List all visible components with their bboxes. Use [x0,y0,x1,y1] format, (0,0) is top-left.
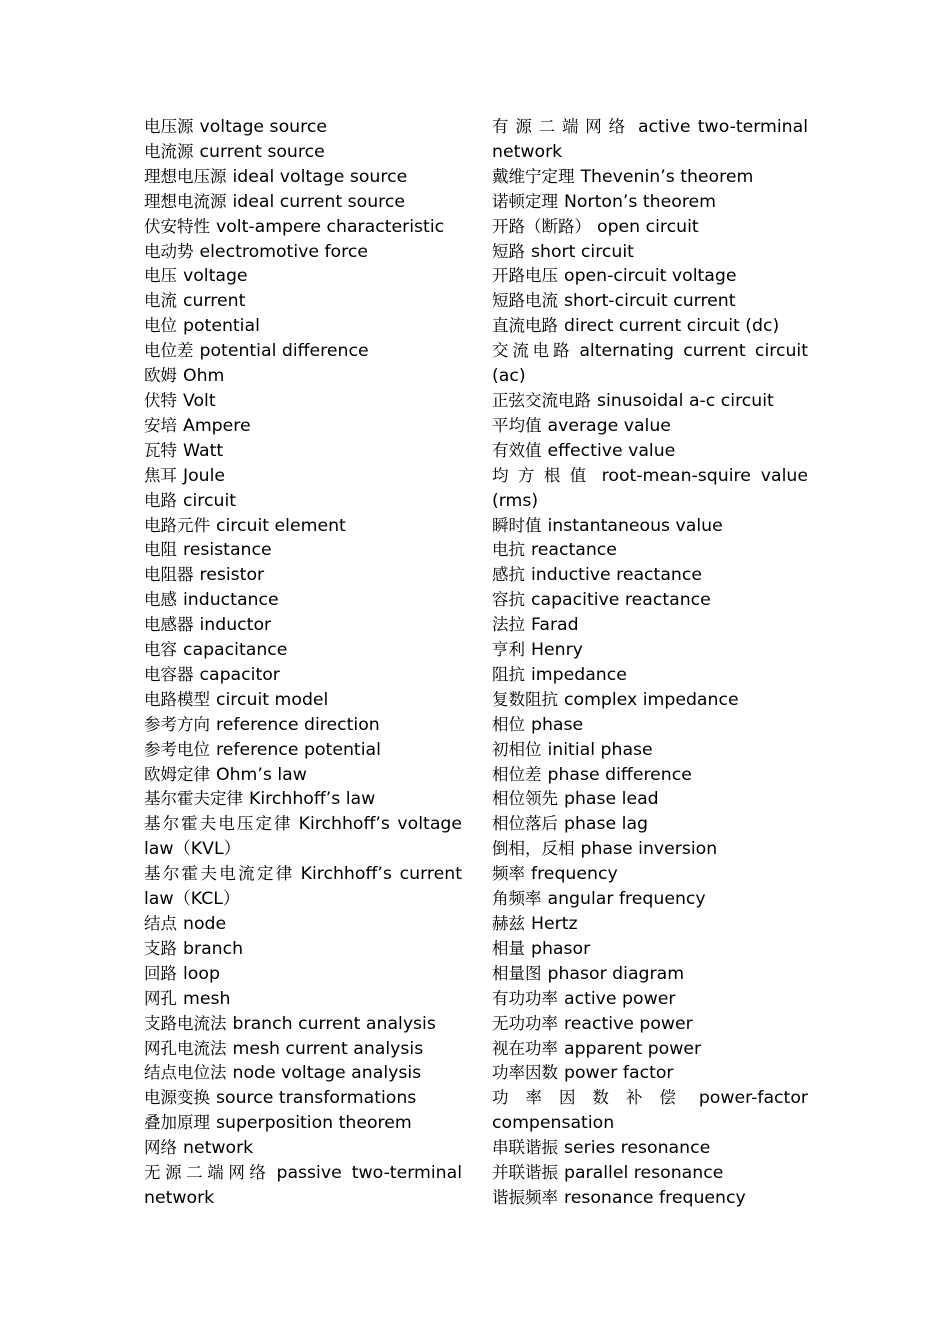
term-english: power-factor compensation [492,1088,808,1134]
term-english: volt-ampere characteristic [216,216,445,237]
glossary-entry [492,962,808,987]
term-chinese: 参考方向 [144,714,210,734]
term-english: inductive reactance [531,565,703,586]
glossary-entry [492,165,808,190]
glossary-entry [144,588,462,613]
term-chinese: 频率 [492,864,525,884]
glossary-entry [144,812,462,862]
term-chinese: 视在功率 [492,1038,558,1058]
term-english: Hertz [531,914,578,934]
glossary-entry [492,264,808,289]
term-english: Thevenin’s theorem [580,166,754,187]
term-chinese: 相位领先 [492,789,558,809]
glossary-entry [492,588,808,613]
term-chinese: 网孔电流法 [144,1038,227,1058]
glossary-entry [144,389,462,414]
term-english: effective value [547,440,676,461]
glossary-left-column [144,115,462,1211]
glossary-entry [492,339,808,389]
term-chinese: 法拉 [492,615,525,635]
term-english: active power [564,988,676,1009]
term-english: ideal current source [232,191,406,212]
term-chinese: 开路（断路） [492,216,591,236]
glossary-entry [144,1037,462,1062]
term-chinese: 短路 [492,241,525,261]
term-english: reference direction [216,714,380,735]
term-english: inductor [199,615,272,636]
glossary-entry [492,738,808,763]
term-english: instantaneous value [547,515,723,536]
glossary-entry [492,613,808,638]
glossary-entry [492,1037,808,1062]
glossary-entry [144,339,462,364]
term-english: current [183,291,246,312]
term-chinese: 叠加原理 [144,1113,210,1133]
glossary-entry [144,464,462,489]
glossary-entry [144,912,462,937]
glossary-entry [144,613,462,638]
term-english: phasor diagram [547,963,685,984]
glossary-entry [492,1061,808,1086]
term-chinese: 并联谐振 [492,1163,558,1183]
term-english: phase difference [547,764,692,785]
term-chinese: 亨利 [492,640,525,660]
glossary-entry [144,115,462,140]
term-chinese: 诺顿定理 [492,191,558,211]
term-chinese: 瓦特 [144,440,177,460]
glossary-entry [492,314,808,339]
glossary-entry [492,713,808,738]
term-chinese: 回路 [144,963,177,983]
glossary-entry [144,489,462,514]
term-english: ideal voltage source [232,166,408,187]
term-chinese: 电位差 [144,341,194,361]
term-english: Kirchhoff’s current law（KCL） [144,864,463,910]
term-chinese: 理想电压源 [144,166,227,186]
glossary-entry [492,190,808,215]
term-chinese: 开路电压 [492,266,558,286]
term-chinese: 电抗 [492,540,525,560]
glossary-entry [492,763,808,788]
term-chinese: 参考电位 [144,739,210,759]
term-english: resistance [183,540,272,561]
term-chinese: 相量图 [492,963,542,983]
term-chinese: 阻抗 [492,664,525,684]
glossary-entry [144,862,462,912]
term-english: network [183,1138,254,1159]
term-chinese: 短路电流 [492,291,558,311]
glossary-entry [492,1086,808,1136]
term-chinese: 平均值 [492,415,542,435]
term-english: capacitance [183,640,288,661]
glossary-entry [144,738,462,763]
term-chinese: 赫兹 [492,914,525,933]
glossary-entry [144,264,462,289]
glossary-entry [144,1012,462,1037]
term-english: Ohm’s law [216,764,307,785]
glossary-entry [144,1136,462,1161]
term-english: reference potential [216,739,381,760]
term-chinese: 电感器 [144,615,194,635]
term-english: voltage source [199,117,327,137]
term-chinese: 相量 [492,938,525,958]
glossary-entry [144,638,462,663]
term-chinese: 网孔 [144,988,177,1008]
term-chinese: 焦耳 [144,465,177,485]
term-english: phase lead [564,789,659,810]
glossary-entry [492,663,808,688]
glossary-entry [144,962,462,987]
term-english: alternating current circuit (ac) [492,341,808,387]
glossary-entry [144,538,462,563]
glossary-entry [492,1161,808,1186]
term-chinese: 支路 [144,938,177,958]
term-english: short circuit [531,241,634,262]
term-english: resonance frequency [564,1187,746,1208]
glossary-entry [144,190,462,215]
glossary-entry [144,663,462,688]
term-english: inductance [183,590,279,611]
term-english: Watt [183,440,224,461]
term-chinese: 电路模型 [144,689,210,709]
term-english: active two-terminal network [492,117,809,162]
term-english: Henry [531,640,583,661]
term-chinese: 网络 [144,1138,177,1158]
term-english: circuit [183,490,237,511]
term-chinese: 相位落后 [492,814,558,834]
glossary-entry [144,937,462,962]
term-english: mesh [183,988,231,1009]
glossary-entry [492,414,808,439]
glossary-entry [492,987,808,1012]
term-chinese: 电路 [144,490,177,510]
term-english: phase inversion [580,839,718,860]
glossary-entry [492,563,808,588]
glossary-entry [492,688,808,713]
term-chinese: 初相位 [492,739,542,759]
glossary-entry [144,987,462,1012]
term-english: electromotive force [199,241,368,262]
glossary-entry [492,787,808,812]
term-english: angular frequency [547,889,706,910]
glossary-entry [492,887,808,912]
term-english: parallel resonance [564,1163,724,1184]
term-english: source transformations [216,1088,417,1109]
glossary-entry [144,439,462,464]
term-english: node [183,914,227,934]
term-english: current source [199,141,325,162]
term-english: reactive power [564,1013,693,1034]
glossary-entry [144,364,462,389]
term-chinese: 电阻器 [144,565,194,585]
term-chinese: 有效值 [492,440,542,460]
term-english: frequency [531,864,618,885]
term-chinese: 电路元件 [144,515,210,535]
glossary-entry [492,1136,808,1161]
term-english: sinusoidal a-c circuit [597,390,774,411]
glossary-entry [492,240,808,265]
term-english: short-circuit current [564,291,736,312]
term-chinese: 电动势 [144,241,194,261]
term-english: Joule [183,465,226,486]
term-english: Kirchhoff’s voltage law（KVL） [144,814,463,860]
glossary-entry [492,289,808,314]
term-chinese: 伏安特性 [144,216,210,236]
glossary-entry [144,165,462,190]
term-english: capacitor [199,664,280,685]
glossary-entry [144,1086,462,1111]
term-english: Farad [531,615,579,636]
glossary-entry [492,862,808,887]
glossary-entry [144,314,462,339]
term-english: passive two-terminal network [144,1163,462,1208]
glossary-entry [144,289,462,314]
glossary-entry [492,439,808,464]
glossary-entry [144,514,462,539]
term-chinese: 相位 [492,714,525,734]
term-chinese: 基尔霍夫电压定律 [144,814,293,834]
term-english: Kirchhoff’s law [249,789,376,810]
term-chinese: 均方根值 [492,465,596,485]
term-chinese: 结点 [144,914,177,933]
glossary-entry [144,688,462,713]
term-english: resistor [199,565,265,586]
term-english: voltage [183,266,248,287]
term-chinese: 电流源 [144,141,194,161]
term-chinese: 伏特 [144,390,177,410]
glossary-entry [492,464,808,514]
term-english: branch current analysis [232,1013,436,1034]
term-english: direct current circuit (dc) [564,316,780,337]
term-chinese: 电流 [144,291,177,311]
glossary-entry [144,215,462,240]
term-chinese: 直流电路 [492,316,558,336]
term-chinese: 欧姆 [144,366,177,386]
term-english: average value [547,415,671,436]
glossary-entry [492,1186,808,1211]
term-english: initial phase [547,739,653,760]
glossary-entry [144,240,462,265]
term-chinese: 瞬时值 [492,515,542,535]
term-chinese: 角频率 [492,889,542,909]
term-english: complex impedance [564,689,739,710]
term-chinese: 无功功率 [492,1013,558,1033]
term-english: potential [183,316,260,337]
glossary-entry [144,787,462,812]
glossary-entry [144,563,462,588]
glossary-entry [492,638,808,663]
term-english: branch [183,938,244,959]
term-english: impedance [531,664,627,685]
term-chinese: 电感 [144,590,177,610]
term-chinese: 支路电流法 [144,1013,227,1033]
glossary-entry [144,1061,462,1086]
term-chinese: 有功功率 [492,988,558,1008]
term-chinese: 容抗 [492,590,525,610]
term-english: apparent power [564,1038,702,1059]
term-chinese: 感抗 [492,565,525,585]
glossary-entry [492,389,808,414]
term-english: open circuit [597,216,699,237]
term-english: mesh current analysis [232,1038,424,1059]
term-chinese: 电源变换 [144,1088,210,1108]
term-english: series resonance [564,1138,711,1159]
term-english: reactance [531,540,617,561]
term-english: superposition theorem [216,1113,412,1134]
term-chinese: 复数阻抗 [492,689,558,709]
glossary-entry [144,713,462,738]
term-english: circuit model [216,689,329,710]
term-chinese: 结点电位法 [144,1063,227,1083]
glossary-right-column [492,115,808,1211]
term-english: root-mean-squire value (rms) [492,465,808,511]
term-chinese: 基尔霍夫电流定律 [144,864,295,884]
term-chinese: 电压 [144,266,177,286]
term-english: phasor [531,938,591,959]
term-chinese: 电位 [144,316,177,336]
term-chinese: 倒相，反相 [492,839,575,859]
term-chinese: 安培 [144,415,177,435]
term-chinese: 有源二端网络 [492,117,632,136]
glossary-entry [492,514,808,539]
term-english: node voltage analysis [232,1063,422,1084]
term-english: phase lag [564,814,649,835]
term-english: Norton’s theorem [564,191,717,212]
term-chinese: 功率因数 [492,1063,558,1083]
glossary-entry [144,414,462,439]
term-english: potential difference [199,341,369,362]
term-chinese: 基尔霍夫定律 [144,789,243,809]
glossary-entry [144,1111,462,1136]
term-english: capacitive reactance [531,590,711,611]
term-english: Ampere [183,415,251,436]
term-english: Ohm [183,366,225,387]
glossary-entry [144,140,462,165]
term-english: circuit element [216,515,346,536]
term-chinese: 串联谐振 [492,1138,558,1158]
term-chinese: 相位差 [492,764,542,784]
glossary-entry [492,1012,808,1037]
glossary-entry [144,1161,462,1211]
term-chinese: 交流电路 [492,341,574,361]
glossary-entry [492,215,808,240]
term-chinese: 正弦交流电路 [492,390,591,410]
term-chinese: 电容 [144,640,177,660]
term-english: Volt [183,390,216,411]
term-english: open-circuit voltage [564,266,737,287]
term-english: phase [531,714,584,735]
glossary-entry [492,115,808,165]
term-chinese: 欧姆定律 [144,764,210,784]
term-chinese: 谐振频率 [492,1187,558,1207]
glossary-entry [492,812,808,837]
term-chinese: 电压源 [144,117,194,136]
term-chinese: 电容器 [144,664,194,684]
term-chinese: 功率因数补偿 [492,1088,693,1108]
glossary-entry [144,763,462,788]
term-english: power factor [564,1063,674,1084]
glossary-entry [492,837,808,862]
glossary-entry [492,937,808,962]
term-chinese: 电阻 [144,540,177,560]
term-chinese: 理想电流源 [144,191,227,211]
term-english: loop [183,963,220,984]
glossary-entry [492,912,808,937]
glossary-entry [492,538,808,563]
term-chinese: 无源二端网络 [144,1163,271,1183]
term-chinese: 戴维宁定理 [492,166,575,186]
